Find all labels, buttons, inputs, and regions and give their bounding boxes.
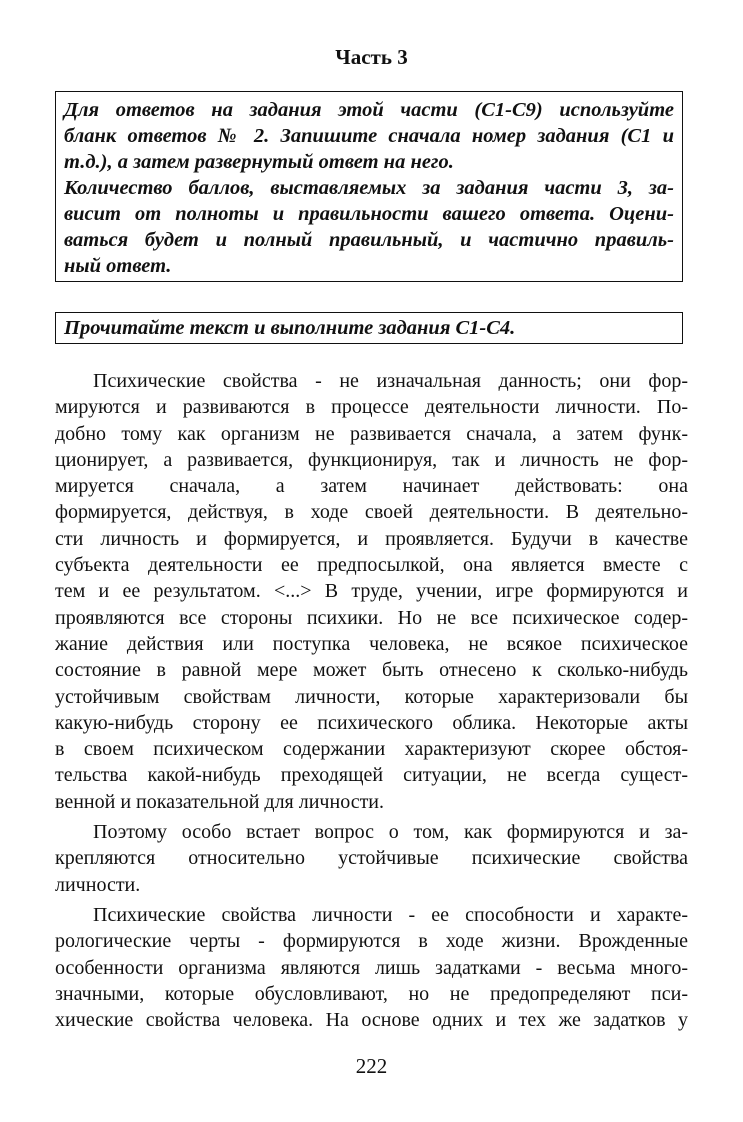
part-title: Часть 3 bbox=[335, 45, 408, 69]
text-line: сти личность и формируется, и проявляется. Будучи в качестве bbox=[55, 527, 688, 550]
text-line: Поэтому особо встает вопрос о том, как формируются и за- bbox=[93, 821, 688, 844]
text-line: Психические свойства личности - ее способности и характе- bbox=[93, 903, 688, 926]
text-line: тем и ее результатом. <...> В труде, учении, игре формируются и bbox=[55, 580, 688, 603]
paragraph bbox=[55, 819, 688, 898]
instructions-line: Для ответов на задания этой части (С1-С9) используйте bbox=[64, 99, 674, 121]
text-line: личности. bbox=[55, 873, 141, 896]
text-line: состояние в равной мере может быть отнесено к сколько-нибудь bbox=[55, 659, 688, 682]
text-line: в своем психическом содержании характеризуют скорее обстоя- bbox=[55, 738, 688, 761]
instructions-line: бланк ответов № 2. Запишите сначала номер задания (С1 и bbox=[64, 125, 674, 147]
text-line: устойчивым свойствам личности, которые характеризовали бы bbox=[55, 685, 688, 708]
text-line: мируется сначала, а затем начинает действовать: она bbox=[55, 475, 688, 498]
text-line: венной и показательной для личности. bbox=[55, 790, 385, 813]
task-box bbox=[55, 312, 683, 344]
instructions-line: Количество баллов, выставляемых за задания части 3, за- bbox=[64, 177, 674, 199]
text-line: рологические черты - формируются в ходе жизни. Врожденные bbox=[55, 930, 688, 953]
text-line: особенности организма являются лишь задатками - весьма много- bbox=[55, 956, 688, 979]
task-text: Прочитайте текст и выполните задания С1-С4. bbox=[64, 317, 516, 339]
page-number: 222 bbox=[355, 1054, 388, 1078]
paragraph bbox=[55, 902, 688, 1033]
instructions-line: висит от полноты и правильности вашего ответа. Оцени- bbox=[64, 203, 674, 225]
instructions-line: т.д.), а затем развернутый ответ на него. bbox=[64, 151, 454, 173]
text-line: добно тому как организм не развивается сначала, а затем функ- bbox=[55, 422, 688, 445]
text-line: какую-нибудь сторону ее психического облика. Некоторые акты bbox=[55, 711, 688, 734]
instructions-box bbox=[55, 91, 683, 282]
text-line: проявляются все стороны психики. Но не все психическое содер- bbox=[55, 606, 688, 629]
paragraph bbox=[55, 368, 688, 815]
body-text bbox=[55, 368, 688, 1033]
text-line: крепляются относительно устойчивые психические свойства bbox=[55, 847, 688, 870]
text-line: ционирует, а развивается, функционируя, так и личность не фор- bbox=[55, 448, 688, 471]
text-line: тельства какой-нибудь преходящей ситуации, не всегда сущест- bbox=[55, 764, 688, 787]
text-line: мируются и развиваются в процессе деятельности личности. По- bbox=[55, 396, 688, 419]
text-line: субъекта деятельности ее предпосылкой, она является вместе с bbox=[55, 554, 688, 577]
text-line: значными, которые обусловливают, но не предопределяют пси- bbox=[55, 982, 688, 1005]
text-line: хические свойства человека. На основе одних и тех же задатков у bbox=[55, 1009, 688, 1032]
text-line: Психические свойства - не изначальная данность; они фор- bbox=[93, 370, 688, 392]
instructions-line: ный ответ. bbox=[64, 255, 172, 277]
text-line: формируется, действуя, в ходе своей деятельности. В деятельно- bbox=[55, 501, 688, 524]
text-line: жание действия или поступка человека, не всякое психическое bbox=[55, 632, 688, 655]
instructions-line: ваться будет и полный правильный, и частично правиль- bbox=[64, 229, 674, 251]
